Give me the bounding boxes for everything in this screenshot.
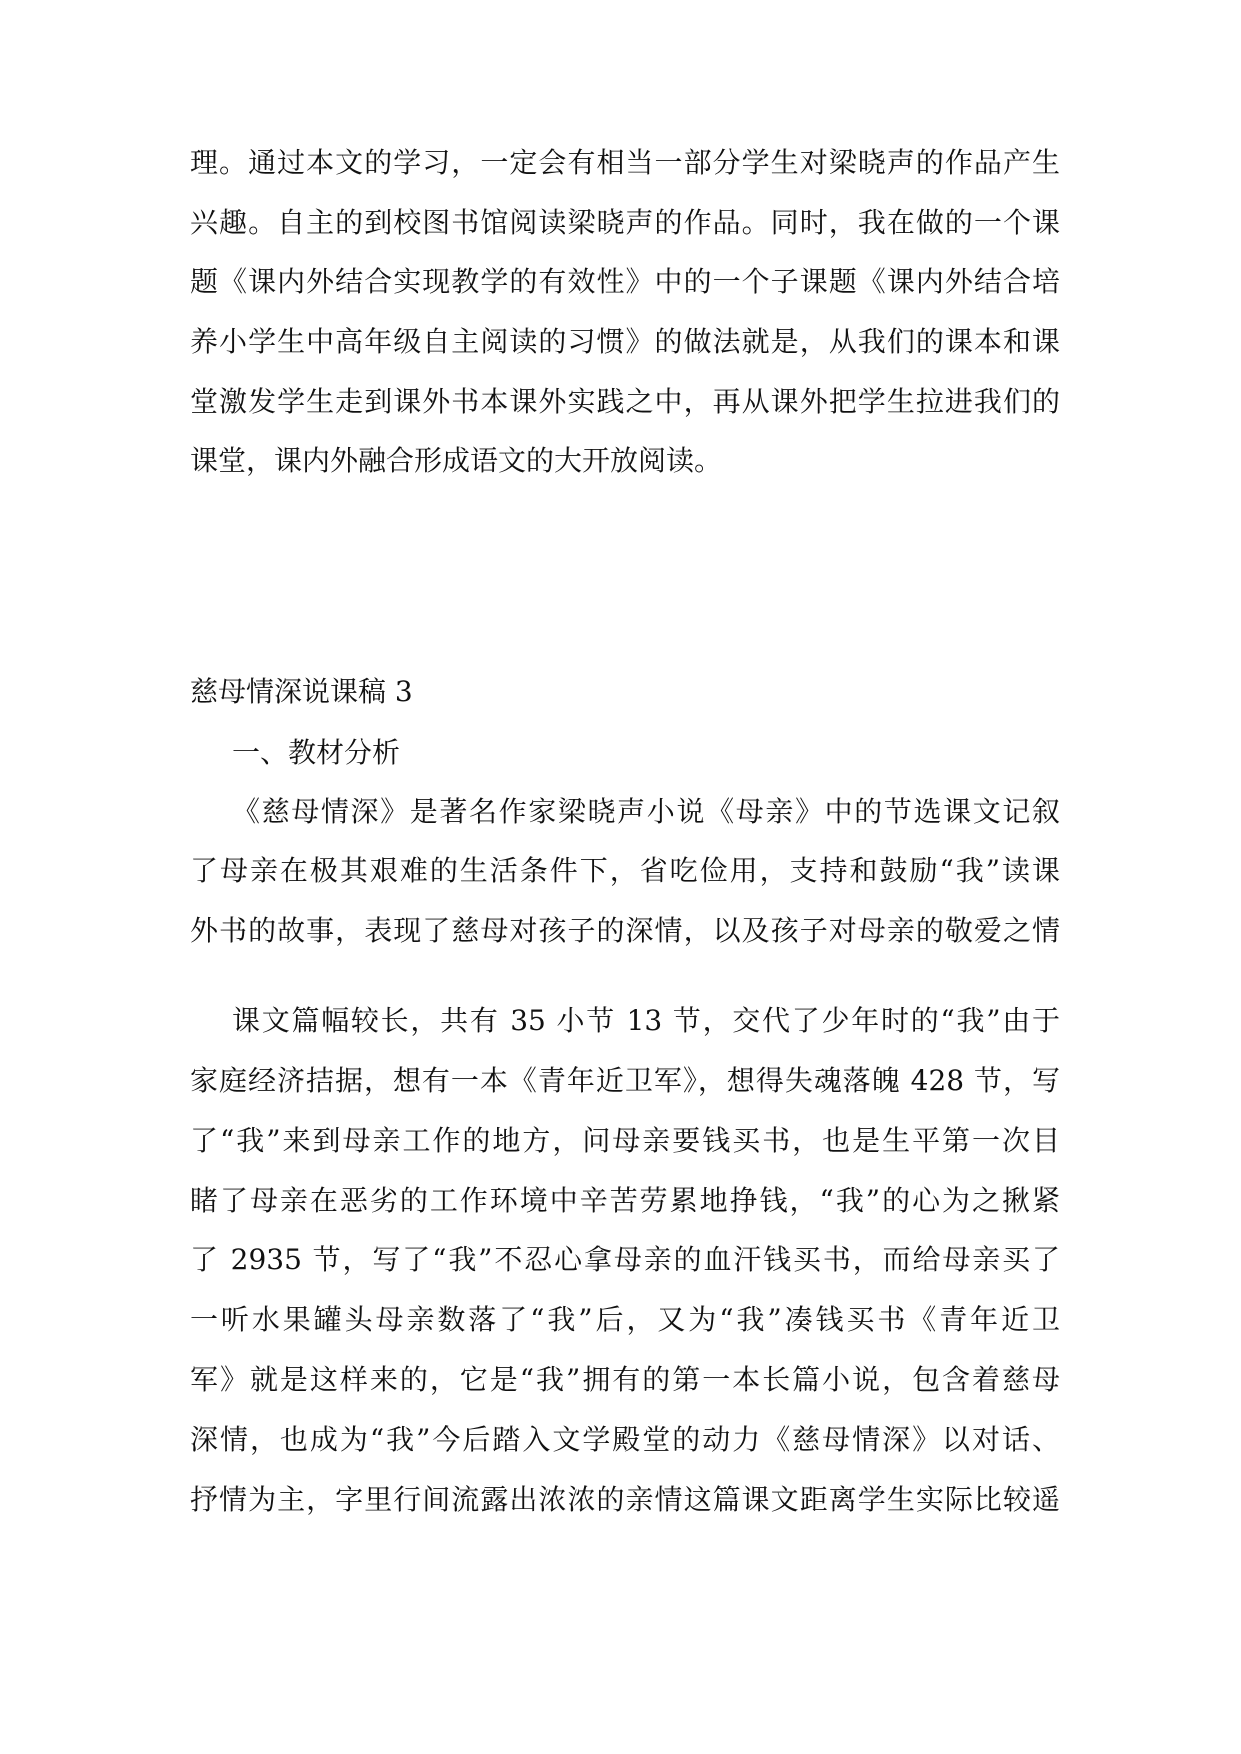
paragraph-line: 睹了母亲在恶劣的工作环境中辛苦劳累地挣钱，“我”的心为之揪紧	[190, 1184, 1060, 1217]
section-title: 慈母情深说课稿 3	[190, 675, 413, 708]
paragraph-line: 深情，也成为“我”今后踏入文学殿堂的动力《慈母情深》以对话、	[190, 1423, 1060, 1456]
paragraph-line: 养小学生中高年级自主阅读的习惯》的做法就是，从我们的课本和课	[190, 325, 1060, 358]
paragraph-line: 军》就是这样来的，它是“我”拥有的第一本长篇小说，包含着慈母	[190, 1363, 1060, 1396]
paragraph-line: 了母亲在极其艰难的生活条件下，省吃俭用，支持和鼓励“我”读课	[190, 854, 1060, 887]
paragraph-line: 课文篇幅较长，共有 35 小节 13 节，交代了少年时的“我”由于	[232, 1004, 1060, 1037]
paragraph-line: 课堂，课内外融合形成语文的大开放阅读。	[190, 444, 723, 477]
paragraph-line: 《慈母情深》是著名作家梁晓声小说《母亲》中的节选课文记叙	[232, 795, 1060, 828]
paragraph-line: 了 2935 节，写了“我”不忍心拿母亲的血汗钱买书，而给母亲买了	[190, 1243, 1060, 1276]
paragraph-line: 抒情为主，字里行间流露出浓浓的亲情这篇课文距离学生实际比较遥	[190, 1483, 1060, 1516]
paragraph-line: 兴趣。自主的到校图书馆阅读梁晓声的作品。同时，我在做的一个课	[190, 206, 1060, 239]
paragraph-line: 题《课内外结合实现教学的有效性》中的一个子课题《课内外结合培	[190, 265, 1060, 298]
paragraph-line: 外书的故事，表现了慈母对孩子的深情，以及孩子对母亲的敬爱之情	[190, 914, 1060, 947]
paragraph-line: 一听水果罐头母亲数落了“我”后，又为“我”凑钱买书《青年近卫	[190, 1303, 1060, 1336]
section-heading: 一、教材分析	[232, 736, 401, 769]
paragraph-line: 家庭经济拮据，想有一本《青年近卫军》，想得失魂落魄 428 节，写	[190, 1064, 1060, 1097]
paragraph-line: 堂激发学生走到课外书本课外实践之中，再从课外把学生拉进我们的	[190, 385, 1060, 418]
paragraph-line: 了“我”来到母亲工作的地方，问母亲要钱买书，也是生平第一次目	[190, 1124, 1060, 1157]
paragraph-line: 理。通过本文的学习，一定会有相当一部分学生对梁晓声的作品产生	[190, 146, 1060, 179]
